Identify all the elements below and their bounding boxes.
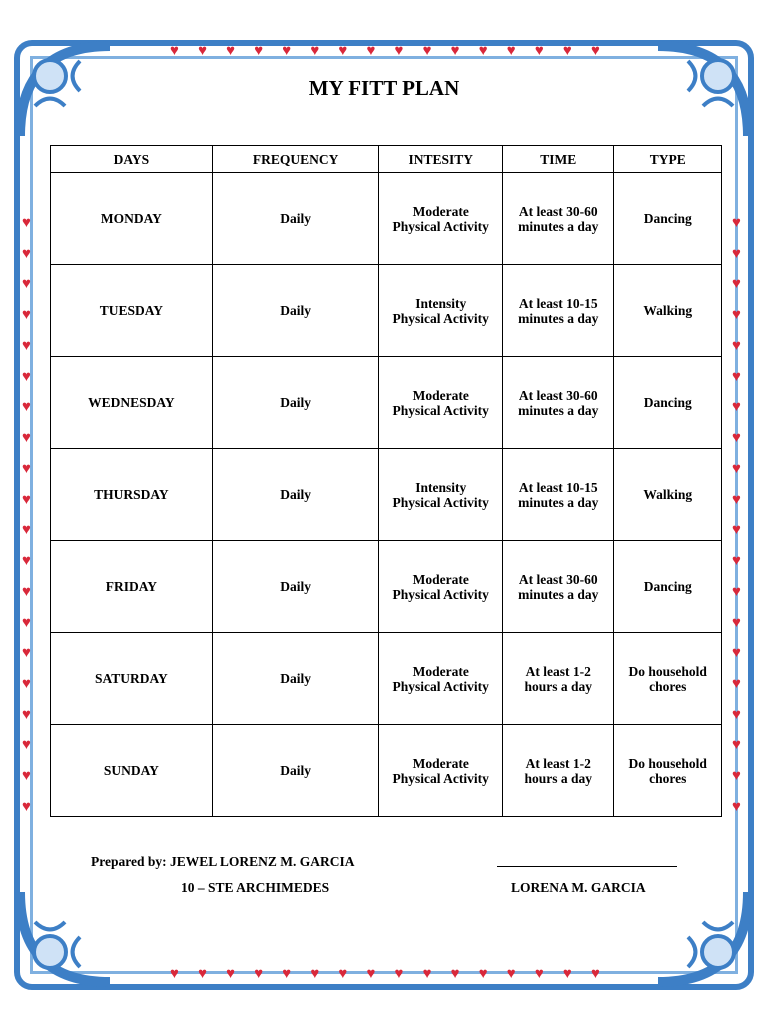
column-header-days: DAYS bbox=[51, 146, 213, 173]
cell-day: SATURDAY bbox=[51, 633, 213, 725]
signatory-name: LORENA M. GARCIA bbox=[511, 880, 646, 895]
cell-type: Do household chores bbox=[614, 725, 722, 817]
table-row bbox=[51, 357, 722, 449]
cell-day: THURSDAY bbox=[51, 449, 213, 541]
cell-day: SUNDAY bbox=[51, 725, 213, 817]
heart-icon: ♥ bbox=[254, 966, 264, 982]
cell-frequency: Daily bbox=[212, 449, 379, 541]
cell-frequency: Daily bbox=[212, 265, 379, 357]
column-header-frequency: FREQUENCY bbox=[212, 146, 379, 173]
heart-icon: ♥ bbox=[310, 43, 320, 59]
cell-time: At least 10-15 minutes a day bbox=[503, 265, 614, 357]
heart-icon: ♥ bbox=[394, 43, 404, 59]
heart-icon: ♥ bbox=[254, 43, 264, 59]
heart-icon: ♥ bbox=[22, 583, 31, 600]
cell-day: WEDNESDAY bbox=[51, 357, 213, 449]
prepared-by-text: Prepared by: JEWEL LORENZ M. GARCIA bbox=[91, 854, 355, 869]
table-body bbox=[51, 173, 722, 817]
cell-type: Walking bbox=[614, 265, 722, 357]
column-header-type: TYPE bbox=[614, 146, 722, 173]
table-row bbox=[51, 265, 722, 357]
table-header-row bbox=[51, 146, 722, 173]
heart-icon: ♥ bbox=[732, 276, 741, 293]
table-row bbox=[51, 633, 722, 725]
heart-icon: ♥ bbox=[732, 706, 741, 723]
heart-icon: ♥ bbox=[732, 491, 741, 508]
cell-time: At least 1-2 hours a day bbox=[503, 633, 614, 725]
heart-icon: ♥ bbox=[732, 522, 741, 539]
heart-icon: ♥ bbox=[22, 798, 31, 815]
heart-icon: ♥ bbox=[198, 966, 207, 982]
heart-icon: ♥ bbox=[732, 337, 741, 354]
cell-time: At least 30-60 minutes a day bbox=[503, 357, 614, 449]
cell-type: Do household chores bbox=[614, 633, 722, 725]
corner-ornament-icon bbox=[10, 882, 120, 992]
heart-icon: ♥ bbox=[562, 43, 572, 59]
heart-icon: ♥ bbox=[22, 553, 31, 570]
heart-border-right bbox=[732, 215, 741, 815]
heart-icon: ♥ bbox=[732, 368, 741, 385]
page-title: MY FITT PLAN bbox=[308, 76, 460, 100]
table-row bbox=[51, 541, 722, 633]
heart-icon: ♥ bbox=[22, 522, 31, 539]
heart-icon: ♥ bbox=[366, 43, 376, 59]
heart-icon: ♥ bbox=[22, 676, 31, 693]
cell-time: At least 1-2 hours a day bbox=[503, 725, 614, 817]
table-row bbox=[51, 725, 722, 817]
cell-intensity: Moderate Physical Activity bbox=[379, 357, 503, 449]
table-row bbox=[51, 449, 722, 541]
heart-icon: ♥ bbox=[310, 966, 320, 982]
heart-icon: ♥ bbox=[22, 614, 31, 631]
cell-frequency: Daily bbox=[212, 357, 379, 449]
heart-icon: ♥ bbox=[170, 966, 179, 982]
heart-icon: ♥ bbox=[732, 583, 741, 600]
signature-line bbox=[497, 866, 677, 867]
cell-intensity: Moderate Physical Activity bbox=[379, 725, 503, 817]
heart-icon: ♥ bbox=[562, 966, 572, 982]
cell-intensity: Moderate Physical Activity bbox=[379, 633, 503, 725]
heart-icon: ♥ bbox=[506, 966, 516, 982]
heart-icon: ♥ bbox=[22, 307, 31, 324]
heart-icon: ♥ bbox=[534, 43, 544, 59]
heart-icon: ♥ bbox=[22, 368, 31, 385]
cell-frequency: Daily bbox=[212, 633, 379, 725]
cell-day: MONDAY bbox=[51, 173, 213, 265]
cell-frequency: Daily bbox=[212, 541, 379, 633]
heart-icon: ♥ bbox=[22, 337, 31, 354]
cell-type: Walking bbox=[614, 449, 722, 541]
heart-icon: ♥ bbox=[590, 43, 600, 59]
cell-frequency: Daily bbox=[212, 725, 379, 817]
cell-type: Dancing bbox=[614, 173, 722, 265]
heart-icon: ♥ bbox=[22, 706, 31, 723]
heart-icon: ♥ bbox=[590, 966, 600, 982]
table-row bbox=[51, 173, 722, 265]
heart-icon: ♥ bbox=[170, 43, 179, 59]
heart-icon: ♥ bbox=[22, 276, 31, 293]
heart-icon: ♥ bbox=[506, 43, 516, 59]
heart-icon: ♥ bbox=[282, 966, 292, 982]
fitt-plan-table bbox=[50, 145, 722, 817]
heart-icon: ♥ bbox=[282, 43, 292, 59]
heart-icon: ♥ bbox=[450, 43, 460, 59]
cell-day: TUESDAY bbox=[51, 265, 213, 357]
corner-ornament-icon bbox=[648, 882, 758, 992]
section-text: 10 – STE ARCHIMEDES bbox=[181, 880, 330, 895]
heart-icon: ♥ bbox=[732, 245, 741, 262]
heart-border-top bbox=[170, 43, 600, 59]
heart-icon: ♥ bbox=[732, 307, 741, 324]
heart-icon: ♥ bbox=[732, 768, 741, 785]
heart-icon: ♥ bbox=[22, 491, 31, 508]
cell-time: At least 30-60 minutes a day bbox=[503, 541, 614, 633]
heart-icon: ♥ bbox=[732, 430, 741, 447]
cell-time: At least 10-15 minutes a day bbox=[503, 449, 614, 541]
heart-icon: ♥ bbox=[22, 399, 31, 416]
heart-icon: ♥ bbox=[198, 43, 207, 59]
heart-icon: ♥ bbox=[534, 966, 544, 982]
heart-icon: ♥ bbox=[422, 966, 432, 982]
heart-icon: ♥ bbox=[732, 645, 741, 662]
heart-border-left bbox=[22, 215, 31, 815]
heart-icon: ♥ bbox=[732, 553, 741, 570]
heart-icon: ♥ bbox=[478, 43, 488, 59]
heart-icon: ♥ bbox=[22, 768, 31, 785]
heart-icon: ♥ bbox=[732, 798, 741, 815]
cell-type: Dancing bbox=[614, 357, 722, 449]
heart-border-bottom bbox=[170, 966, 600, 982]
heart-icon: ♥ bbox=[226, 43, 236, 59]
heart-icon: ♥ bbox=[366, 966, 376, 982]
heart-icon: ♥ bbox=[478, 966, 488, 982]
heart-icon: ♥ bbox=[394, 966, 404, 982]
heart-icon: ♥ bbox=[422, 43, 432, 59]
cell-intensity: Intensity Physical Activity bbox=[379, 265, 503, 357]
heart-icon: ♥ bbox=[22, 737, 31, 754]
cell-frequency: Daily bbox=[212, 173, 379, 265]
heart-icon: ♥ bbox=[22, 215, 31, 231]
column-header-intensity: INTESITY bbox=[379, 146, 503, 173]
heart-icon: ♥ bbox=[22, 645, 31, 662]
heart-icon: ♥ bbox=[732, 676, 741, 693]
cell-intensity: Intensity Physical Activity bbox=[379, 449, 503, 541]
cell-intensity: Moderate Physical Activity bbox=[379, 173, 503, 265]
heart-icon: ♥ bbox=[22, 460, 31, 477]
heart-icon: ♥ bbox=[732, 399, 741, 416]
heart-icon: ♥ bbox=[338, 966, 348, 982]
cell-day: FRIDAY bbox=[51, 541, 213, 633]
heart-icon: ♥ bbox=[732, 460, 741, 477]
heart-icon: ♥ bbox=[450, 966, 460, 982]
cell-type: Dancing bbox=[614, 541, 722, 633]
cell-intensity: Moderate Physical Activity bbox=[379, 541, 503, 633]
heart-icon: ♥ bbox=[22, 245, 31, 262]
heart-icon: ♥ bbox=[226, 966, 236, 982]
heart-icon: ♥ bbox=[732, 215, 741, 231]
column-header-time: TIME bbox=[503, 146, 614, 173]
heart-icon: ♥ bbox=[22, 430, 31, 447]
heart-icon: ♥ bbox=[732, 737, 741, 754]
heart-icon: ♥ bbox=[732, 614, 741, 631]
cell-time: At least 30-60 minutes a day bbox=[503, 173, 614, 265]
heart-icon: ♥ bbox=[338, 43, 348, 59]
